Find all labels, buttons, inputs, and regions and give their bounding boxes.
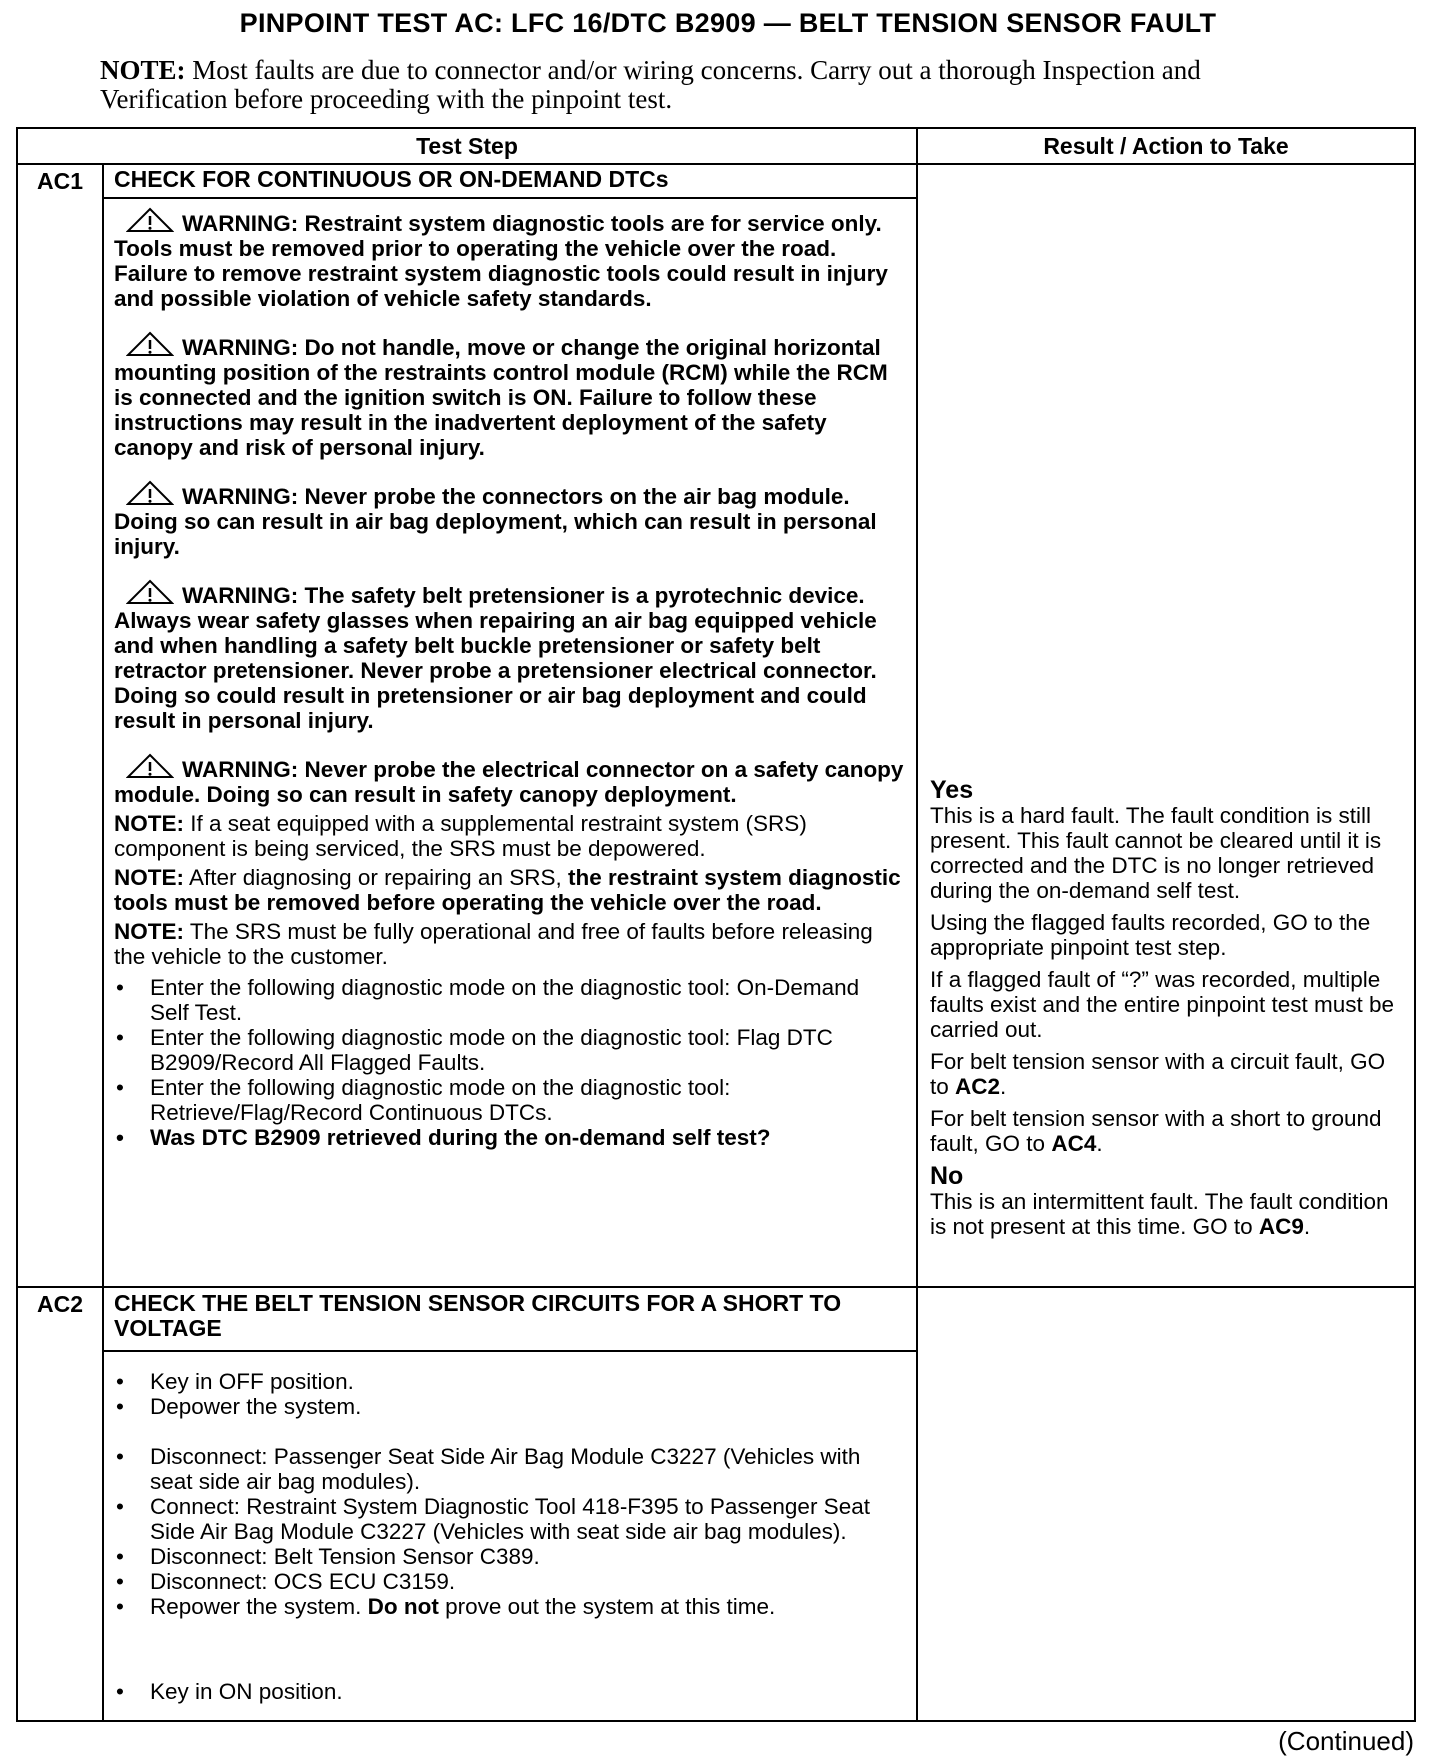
warning-5-text: WARNING: Never probe the electrical connector on a safety canopy module. Doing so can result in safety canopy deployment. xyxy=(114,757,904,807)
warning-1-text: WARNING: Restraint system diagnostic tools are for service only. Tools must be removed prior to operating the vehicle over the road. Failure to remove restraint system diagnostic tools could result in injury and possible violation of vehicle safety standards. xyxy=(114,211,888,311)
list-item: • Enter the following diagnostic mode on the diagnostic tool: On-Demand Self Test. xyxy=(114,975,904,1025)
list-item: • Depower the system. xyxy=(114,1394,904,1419)
list-item: • Enter the following diagnostic mode on the diagnostic tool: Retrieve/Flag/Record Continuous DTCs. xyxy=(114,1075,904,1125)
yes-text-3: If a flagged fault of “?” was recorded, multiple faults exist and the entire pinpoint test must be carried out. xyxy=(930,967,1395,1042)
yes-text-4: For belt tension sensor with a circuit fault, GO to AC2. xyxy=(930,1049,1386,1099)
note-2-text: After diagnosing or repairing an SRS, xyxy=(189,865,562,890)
goto-ac9-link[interactable]: AC9 xyxy=(1258,1214,1304,1239)
list-item: • Key in ON position. xyxy=(114,1679,904,1704)
page-title: PINPOINT TEST AC: LFC 16/DTC B2909 — BELT TENSION SENSOR FAULT xyxy=(239,8,1217,38)
intro-note xyxy=(100,56,1250,114)
warning-2 xyxy=(114,331,904,460)
yes-text-5: For belt tension sensor with a short to ground fault, GO to AC4. xyxy=(930,1106,1382,1156)
step-id-ac2: AC2 xyxy=(36,1291,83,1317)
list-item: • Disconnect: Passenger Seat Side Air Bag Module C3227 (Vehicles with seat side air bag modules). xyxy=(114,1444,904,1494)
warning-triangle-icon xyxy=(126,480,174,506)
goto-ac4-link[interactable]: AC4 xyxy=(1051,1131,1097,1156)
list-item: • Key in OFF position. xyxy=(114,1369,904,1394)
step-id-ac1: AC1 xyxy=(36,168,83,194)
pinpoint-table xyxy=(16,127,1416,1722)
note-3-label: NOTE: xyxy=(114,919,184,944)
note-2 xyxy=(114,865,904,915)
result-ac1 xyxy=(930,777,1410,1239)
header-test-step: Test Step xyxy=(416,133,518,159)
continued-label: (Continued) xyxy=(1278,1726,1414,1756)
note-1-text: If a seat equipped with a supplemental restraint system (SRS) component is being serviced, the SRS must be depowered. xyxy=(114,811,807,861)
repower-text-end: prove out the system at this time. xyxy=(445,1594,776,1619)
warning-2-text: WARNING: Do not handle, move or change the original horizontal mounting position of the restraints control module (RCM) while the RCM is connected and the ignition switch is ON. Failure to follow these instructions may result in the inadvertent deployment of the safety canopy and risk of personal injury. xyxy=(114,335,888,460)
ac2-instructions xyxy=(114,1369,904,1704)
warning-3-text: WARNING: Never probe the connectors on the air bag module. Doing so can result in air bag deployment, which can result in personal injury. xyxy=(114,484,877,559)
warning-3 xyxy=(114,480,904,559)
step-title-ac1: CHECK FOR CONTINUOUS OR ON-DEMAND DTCs xyxy=(114,166,669,192)
step-body-ac2 xyxy=(114,1369,904,1704)
list-item: • Enter the following diagnostic mode on the diagnostic tool: Flag DTC B2909/Record All Flagged Faults. xyxy=(114,1025,904,1075)
yes-text-2: Using the flagged faults recorded, GO to the appropriate pinpoint test step. xyxy=(930,910,1371,960)
note-3-text: The SRS must be fully operational and free of faults before releasing the vehicle to the customer. xyxy=(114,919,873,969)
repower-bold-text: Do not xyxy=(367,1594,439,1619)
warning-triangle-icon xyxy=(126,753,174,779)
no-text: This is an intermittent fault. The fault condition is not present at this time. GO to AC9. xyxy=(930,1189,1389,1239)
list-item xyxy=(114,1594,904,1619)
note-2-bold-text: the restraint system diagnostic tools must be removed before operating the vehicle over the road. xyxy=(114,865,901,915)
warning-triangle-icon xyxy=(126,579,174,605)
no-label: No xyxy=(930,1162,964,1190)
repower-text: Repower the system. xyxy=(150,1594,362,1619)
note-3 xyxy=(114,919,904,969)
header-result: Result / Action to Take xyxy=(1043,133,1289,159)
ac1-instructions xyxy=(114,975,904,1150)
note-1-label: NOTE: xyxy=(114,811,184,836)
intro-note-text: Most faults are due to connector and/or wiring concerns. Carry out a thorough Inspection and Verification before proceeding with the pinpoint test. xyxy=(100,55,1201,114)
intro-note-label: NOTE: xyxy=(100,55,186,85)
yes-text-4-body: For belt tension sensor with a circuit fault, GO to xyxy=(930,1049,1386,1099)
yes-label: Yes xyxy=(930,776,974,804)
step-title-ac2: CHECK THE BELT TENSION SENSOR CIRCUITS FOR A SHORT TO VOLTAGE xyxy=(114,1290,842,1341)
warning-triangle-icon xyxy=(126,207,174,233)
warning-triangle-icon xyxy=(126,331,174,357)
ac1-question: • Was DTC B2909 retrieved during the on-demand self test? xyxy=(114,1125,904,1150)
yes-text-5-body: For belt tension sensor with a short to ground fault, GO to xyxy=(930,1106,1382,1156)
list-item: • Disconnect: Belt Tension Sensor C389. xyxy=(114,1544,904,1569)
note-1 xyxy=(114,811,904,861)
list-item: • Disconnect: OCS ECU C3159. xyxy=(114,1569,904,1594)
warning-4-text: WARNING: The safety belt pretensioner is a pyrotechnic device. Always wear safety glasses when repairing an air bag equipped vehicle and when handling a safety belt buckle pretensioner or safety belt retractor pretensioner. Never probe a pretensioner electrical connector. Doing so could result in pretensioner or air bag deployment and could result in personal injury. xyxy=(114,583,877,733)
warning-1 xyxy=(114,207,904,311)
note-2-label: NOTE: xyxy=(114,865,184,890)
yes-text-1: This is a hard fault. The fault condition is still present. This fault cannot be cleared until it is corrected and the DTC is no longer retrieved during the on-demand self test. xyxy=(930,803,1382,903)
no-text-body: This is an intermittent fault. The fault condition is not present at this time. GO to xyxy=(930,1189,1389,1239)
step-body-ac1 xyxy=(114,207,904,1150)
warning-5 xyxy=(114,753,904,807)
goto-ac2-link[interactable]: AC2 xyxy=(955,1074,1001,1099)
warning-4 xyxy=(114,579,904,733)
list-item: • Connect: Restraint System Diagnostic Tool 418-F395 to Passenger Seat Side Air Bag Module C3227 (Vehicles with seat side air bag modules). xyxy=(114,1494,904,1544)
